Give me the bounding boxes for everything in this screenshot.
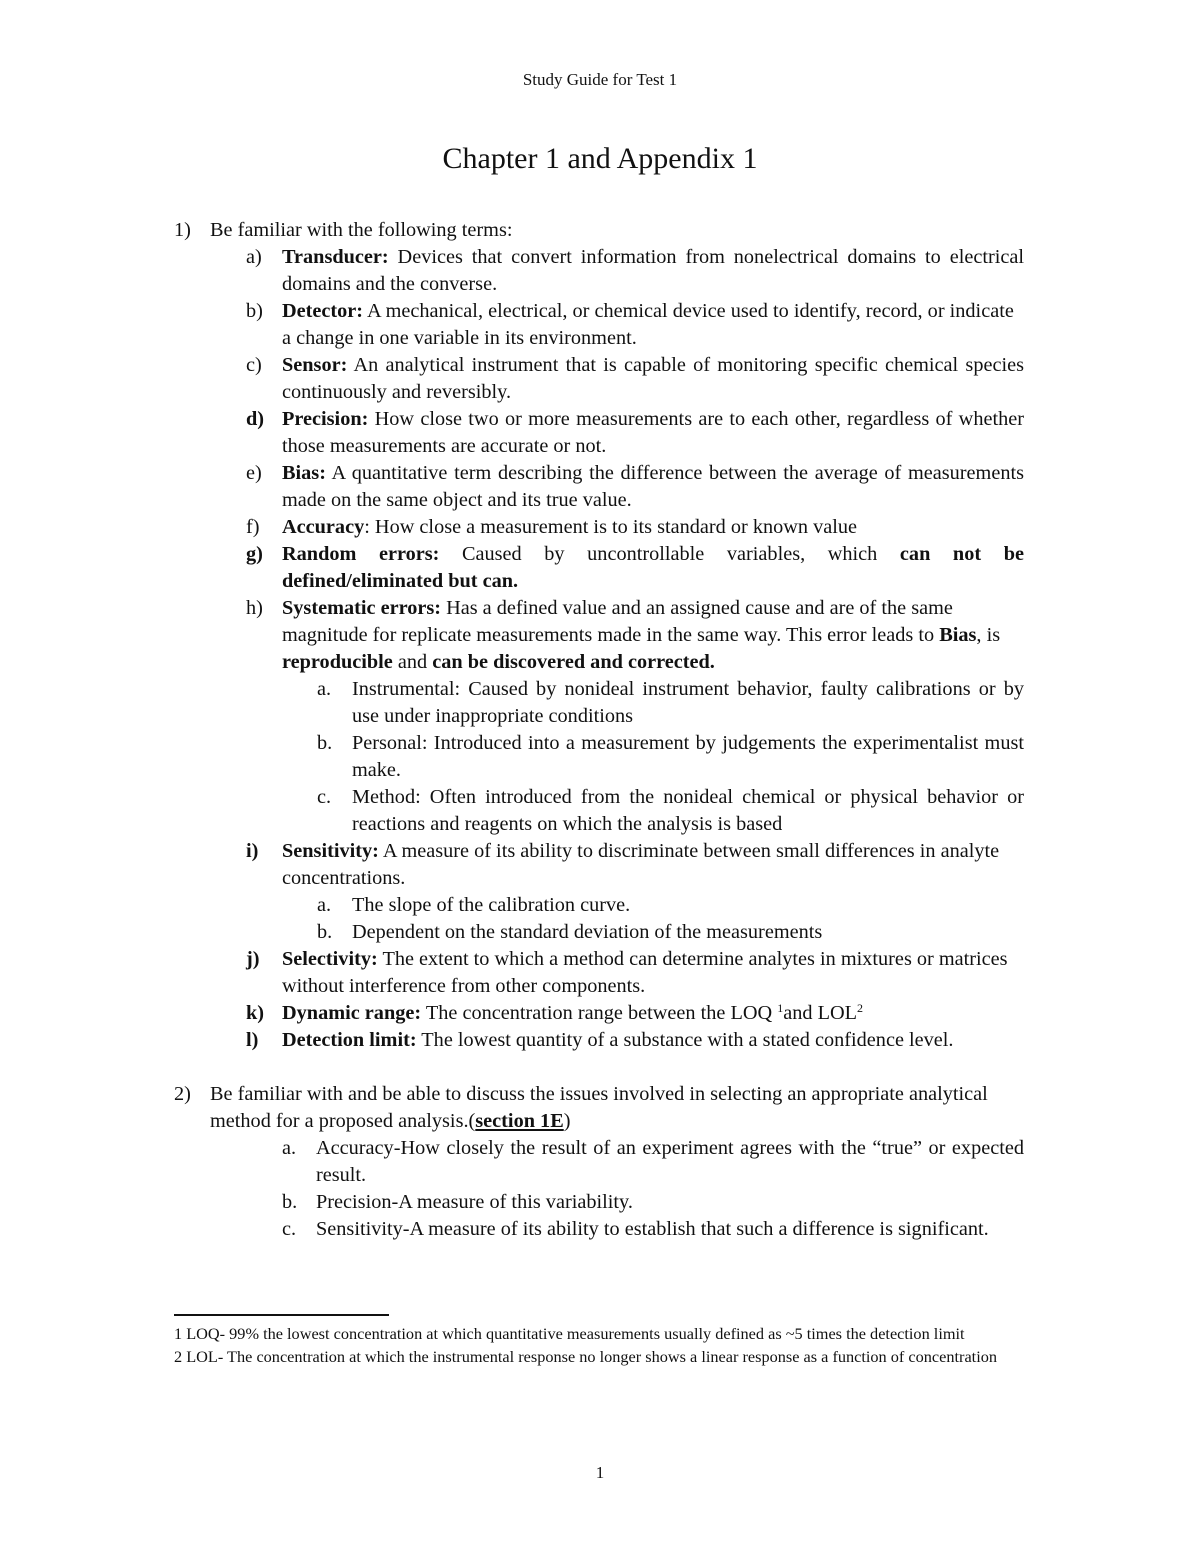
term-label: c): [246, 354, 262, 376]
term-definition: Caused by uncontrollable variables, which: [439, 543, 900, 565]
sub-text: The slope of the calibration curve.: [352, 894, 631, 916]
term-definition: The concentration range between the LOQ: [421, 1002, 778, 1024]
term-label: k): [246, 1002, 265, 1024]
criteria-label: c.: [282, 1218, 297, 1240]
term-label: d): [246, 408, 265, 430]
question-text: Be familiar with the following terms:: [210, 219, 513, 241]
spacer: [174, 1054, 1024, 1081]
term-definition: An analytical instrument that is capable of monitoring specific chemical species continuously and reversibly.: [282, 354, 1024, 403]
term-name: Sensor:: [282, 354, 348, 376]
page-number: 1: [595, 1463, 605, 1482]
term-item-detection-limit: [174, 1027, 1024, 1054]
term-definition: How close two or more measurements are to each other, regardless of whether those measurements are accurate or not.: [282, 408, 1024, 457]
term-definition-part: and LOL: [783, 1002, 858, 1024]
term-definition-part: , is: [976, 624, 1001, 646]
sub-item-method: [174, 784, 1024, 838]
footnote-2: 2 LOL- The concentration at which the instrumental response no longer shows a linear response as a function of concentration: [174, 1347, 998, 1366]
term-name: Detection limit:: [282, 1029, 417, 1051]
criteria-text: Accuracy-How closely the result of an experiment agrees with the “true” or expected result.: [316, 1137, 1024, 1186]
term-name: Accuracy: [282, 516, 365, 538]
question-1: [174, 217, 1024, 244]
term-item-systematic-errors: [174, 595, 1024, 676]
question-label: 2): [174, 1083, 191, 1105]
term-label: e): [246, 462, 262, 484]
term-label: b): [246, 300, 263, 322]
term-item-random-errors: [174, 541, 1024, 595]
term-name: Dynamic range:: [282, 1002, 422, 1024]
sub-label: b.: [317, 732, 333, 754]
sub-item-slope: [174, 892, 1024, 919]
term-label: h): [246, 597, 263, 619]
question-text-close: ): [563, 1110, 571, 1132]
question-2: [174, 1081, 1024, 1135]
footnote-ref-2: 2: [857, 1001, 864, 1015]
criteria-text: Sensitivity-A measure of its ability to establish that such a difference is significant.: [316, 1218, 989, 1240]
term-label: l): [246, 1029, 259, 1051]
term-label: a): [246, 246, 262, 268]
term-definition: The lowest quantity of a substance with a stated confidence level.: [416, 1029, 954, 1051]
page-title: Chapter 1 and Appendix 1: [442, 142, 758, 175]
term-name: Selectivity:: [282, 948, 378, 970]
sub-label: c.: [317, 786, 332, 808]
sub-text: Method: Often introduced from the nonideal chemical or physical behavior or reactions and reagents on which the analysis is based: [352, 786, 1024, 835]
term-emphasis: reproducible: [282, 651, 393, 673]
section-reference-link[interactable]: section 1E: [475, 1110, 564, 1132]
criteria-text: Precision-A measure of this variability.: [316, 1191, 633, 1213]
term-definition: : How close a measurement is to its standard or known value: [364, 516, 858, 538]
term-name: Bias:: [282, 462, 326, 484]
footnote-1: 1 LOQ- 99% the lowest concentration at which quantitative measurements usually defined as ~5 times the detection limit: [174, 1324, 965, 1343]
term-definition: Devices that convert information from nonelectrical domains to electrical domains and the converse.: [282, 246, 1024, 295]
criteria-label: b.: [282, 1191, 298, 1213]
criteria-item-precision: [174, 1189, 1024, 1216]
sub-label: a.: [317, 678, 332, 700]
term-name: Sensitivity:: [282, 840, 379, 862]
sub-text: Dependent on the standard deviation of the measurements: [352, 921, 823, 943]
term-label: j): [246, 948, 260, 970]
term-item-sensor: [174, 352, 1024, 406]
term-label: g): [246, 543, 263, 565]
question-label: 1): [174, 219, 191, 241]
sub-text: Personal: Introduced into a measurement by judgements the experimentalist must make.: [352, 732, 1024, 781]
term-item-bias: [174, 460, 1024, 514]
footnote-divider: [174, 1314, 389, 1316]
term-definition-part: and: [392, 651, 433, 673]
term-item-precision: [174, 406, 1024, 460]
term-name: Detector:: [282, 300, 364, 322]
footnote-ref-1: 1: [777, 1001, 784, 1015]
term-name: Transducer:: [282, 246, 389, 268]
term-definition: A measure of its ability to discriminate between small differences in analyte concentrations.: [282, 840, 1000, 889]
sub-label: b.: [317, 921, 333, 943]
term-item-selectivity: [174, 946, 1024, 1000]
term-emphasis: can not be defined/eliminated but can.: [282, 543, 1024, 592]
page-header: Study Guide for Test 1: [522, 70, 678, 89]
sub-item-personal: [174, 730, 1024, 784]
term-name: Precision:: [282, 408, 369, 430]
study-guide-content: [174, 217, 1024, 1243]
term-definition: A quantitative term describing the difference between the average of measurements made on the same object and its true value.: [282, 462, 1024, 511]
question-text: Be familiar with and be able to discuss the issues involved in selecting an appropriate analytical method for a proposed analysis.(: [210, 1083, 988, 1132]
term-definition: A mechanical, electrical, or chemical device used to identify, record, or indicate a change in one variable in its environment.: [282, 300, 1014, 349]
term-item-sensitivity: [174, 838, 1024, 892]
term-item-detector: [174, 298, 1024, 352]
criteria-item-accuracy: [174, 1135, 1024, 1189]
term-name: Systematic errors:: [282, 597, 441, 619]
sub-item-standard-deviation: [174, 919, 1024, 946]
sub-item-instrumental: [174, 676, 1024, 730]
criteria-label: a.: [282, 1137, 297, 1159]
term-definition: Has a defined value and an assigned cause and are of the same magnitude for replicate measurements made in the same way. This error leads to: [282, 597, 953, 646]
term-label: f): [246, 516, 260, 538]
term-item-dynamic-range: [174, 1000, 1024, 1027]
term-name: Random errors:: [282, 543, 440, 565]
term-emphasis: Bias: [939, 624, 977, 646]
term-item-transducer: [174, 244, 1024, 298]
sub-text: Instrumental: Caused by nonideal instrument behavior, faulty calibrations or by use under inappropriate conditions: [352, 678, 1024, 727]
term-label: i): [246, 840, 259, 862]
term-emphasis: can be discovered and corrected.: [432, 651, 715, 673]
criteria-item-sensitivity: [174, 1216, 1024, 1243]
footnotes: [174, 1322, 1024, 1368]
term-item-accuracy: [174, 514, 1024, 541]
sub-label: a.: [317, 894, 332, 916]
term-definition: The extent to which a method can determine analytes in mixtures or matrices without interference from other components.: [282, 948, 1008, 997]
